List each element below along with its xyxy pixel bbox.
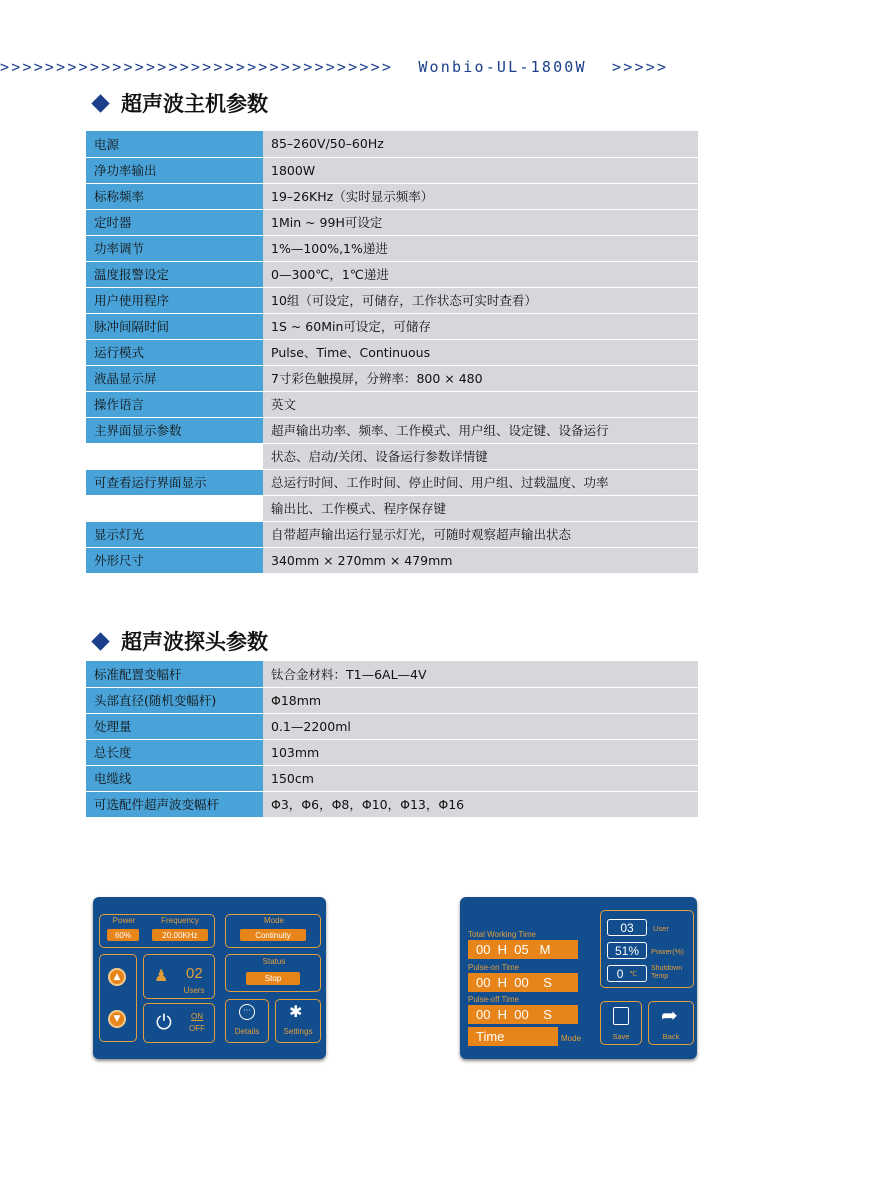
spec-key: 功率调节 bbox=[86, 235, 263, 261]
table-row bbox=[86, 183, 698, 209]
table-row bbox=[86, 469, 698, 495]
save-button[interactable] bbox=[600, 1001, 642, 1045]
pulse-on-label: Pulse-on Time bbox=[468, 963, 520, 972]
down-arrow-icon[interactable]: ▼ bbox=[108, 1010, 126, 1028]
table-row bbox=[86, 235, 698, 261]
header-arrows-left: >>>>>>>>>>>>>>>>>>>>>>>>>>>>>>>>>>> bbox=[0, 58, 394, 76]
table-row bbox=[86, 765, 698, 791]
table-row bbox=[86, 443, 698, 469]
spec-value: 150cm bbox=[263, 765, 698, 791]
spec-value: 总运行时间、工作时间、停止时间、用户组、过载温度、功率 bbox=[263, 469, 698, 495]
mode-value[interactable]: Time bbox=[468, 1027, 558, 1046]
spec-value: 340mm × 270mm × 479mm bbox=[263, 547, 698, 573]
header-arrows-right: >>>>> bbox=[612, 58, 669, 76]
back-label: Back bbox=[662, 1032, 680, 1041]
spec-value: 1800W bbox=[263, 157, 698, 183]
table-row bbox=[86, 313, 698, 339]
section-title-probe-text: 超声波探头参数 bbox=[121, 630, 268, 654]
spec-value: 超声输出功率、频率、工作模式、用户组、设定键、设备运行 bbox=[263, 417, 698, 443]
table-row bbox=[86, 365, 698, 391]
user-label: User bbox=[653, 924, 669, 933]
pulse-on-value[interactable]: 00 H 00 S bbox=[468, 973, 578, 992]
spec-value: Φ18mm bbox=[263, 687, 698, 713]
table-row bbox=[86, 547, 698, 573]
table-row bbox=[86, 713, 698, 739]
spec-value: 19–26KHz（实时显示频率） bbox=[263, 183, 698, 209]
spec-value: 自带超声输出运行显示灯光，可随时观察超声输出状态 bbox=[263, 521, 698, 547]
shutdown-temp-number: 0 bbox=[616, 966, 624, 981]
power-toggle-box[interactable] bbox=[143, 1003, 215, 1043]
section-title-host bbox=[94, 88, 268, 118]
table-row bbox=[86, 521, 698, 547]
lcd-main-screen bbox=[93, 897, 326, 1059]
table-row bbox=[86, 417, 698, 443]
total-working-time-value[interactable]: 00 H 05 M bbox=[468, 940, 578, 959]
spec-key: 电缆线 bbox=[86, 765, 263, 791]
power-icon: ⏻ bbox=[156, 1010, 172, 1034]
table-row bbox=[86, 339, 698, 365]
spec-key: 操作语言 bbox=[86, 391, 263, 417]
spec-value: 103mm bbox=[263, 739, 698, 765]
user-value[interactable]: 03 bbox=[607, 919, 647, 936]
spec-key: 脉冲间隔时间 bbox=[86, 313, 263, 339]
save-label: Save bbox=[612, 1032, 630, 1041]
power-value[interactable]: 60% bbox=[107, 929, 139, 941]
spec-key: 温度报警设定 bbox=[86, 261, 263, 287]
spec-key: 主界面显示参数 bbox=[86, 417, 263, 443]
save-icon bbox=[613, 1007, 629, 1025]
on-label: ON bbox=[191, 1012, 203, 1021]
users-value: 02 bbox=[186, 965, 203, 982]
host-spec-table bbox=[86, 131, 698, 574]
table-row bbox=[86, 157, 698, 183]
frequency-value[interactable]: 20.00KHz bbox=[152, 929, 208, 941]
table-row bbox=[86, 661, 698, 687]
spec-value: 1%—100%,1%递进 bbox=[263, 235, 698, 261]
section-title-probe bbox=[94, 626, 268, 656]
details-icon: ··· bbox=[239, 1004, 255, 1020]
users-box[interactable] bbox=[143, 954, 215, 999]
shutdown-temp-unit: ℃ bbox=[629, 970, 638, 978]
spec-value: 1Min ~ 99H可设定 bbox=[263, 209, 698, 235]
spec-value: 10组（可设定，可储存，工作状态可实时查看） bbox=[263, 287, 698, 313]
power-label: Power bbox=[112, 916, 136, 925]
spec-value: 钛合金材料：T1—6AL—4V bbox=[263, 661, 698, 687]
shutdown-temp-value[interactable] bbox=[607, 965, 647, 982]
settings-button[interactable] bbox=[275, 999, 321, 1043]
users-label: Users bbox=[183, 986, 205, 995]
spec-key: 外形尺寸 bbox=[86, 547, 263, 573]
table-row bbox=[86, 209, 698, 235]
table-row bbox=[86, 391, 698, 417]
status-value: Stop bbox=[246, 972, 300, 985]
spec-value: 0—300℃，1℃递进 bbox=[263, 261, 698, 287]
spec-value: Φ3，Φ6，Φ8，Φ10，Φ13，Φ16 bbox=[263, 791, 698, 817]
spec-key: 可选配件超声波变幅杆 bbox=[86, 791, 263, 817]
spec-key bbox=[86, 443, 263, 469]
mode-box bbox=[225, 914, 321, 948]
power-percent-value[interactable]: 51% bbox=[607, 942, 647, 959]
table-row bbox=[86, 791, 698, 817]
status-label: Status bbox=[262, 957, 286, 966]
power-percent-label: Power(%) bbox=[651, 947, 684, 956]
table-row bbox=[86, 495, 698, 521]
status-box bbox=[225, 954, 321, 992]
spec-value: 7寸彩色触摸屏，分辨率：800 × 480 bbox=[263, 365, 698, 391]
spec-key: 处理量 bbox=[86, 713, 263, 739]
spec-key: 运行模式 bbox=[86, 339, 263, 365]
mode-value[interactable]: Continuity bbox=[240, 929, 306, 941]
total-working-time-label: Total Working Time bbox=[468, 930, 536, 939]
details-label: Details bbox=[234, 1027, 260, 1036]
back-button[interactable] bbox=[648, 1001, 694, 1045]
gear-icon: ✱ bbox=[289, 1002, 303, 1021]
spec-key: 用户使用程序 bbox=[86, 287, 263, 313]
spec-key: 标准配置变幅杆 bbox=[86, 661, 263, 687]
shutdown-temp-label: Shutdown Temp bbox=[651, 965, 683, 980]
spec-key: 头部直径(随机变幅杆) bbox=[86, 687, 263, 713]
header-banner bbox=[0, 58, 872, 78]
adjust-box bbox=[99, 954, 137, 1042]
table-row bbox=[86, 287, 698, 313]
spec-key: 液晶显示屏 bbox=[86, 365, 263, 391]
user-icon: ♟ bbox=[154, 966, 169, 985]
user-power-temp-box bbox=[600, 910, 694, 988]
pulse-off-label: Pulse-off Time bbox=[468, 995, 519, 1004]
spec-key: 总长度 bbox=[86, 739, 263, 765]
spec-key: 显示灯光 bbox=[86, 521, 263, 547]
probe-spec-table bbox=[86, 661, 698, 818]
details-button[interactable] bbox=[225, 999, 269, 1043]
mode-label: Mode bbox=[561, 1034, 582, 1043]
mode-label: Mode bbox=[263, 916, 284, 925]
section-title-host-text: 超声波主机参数 bbox=[121, 92, 268, 116]
spec-key: 标称频率 bbox=[86, 183, 263, 209]
frequency-label: Frequency bbox=[161, 916, 199, 925]
settings-label: Settings bbox=[283, 1027, 313, 1036]
diamond-icon bbox=[91, 632, 109, 650]
table-row bbox=[86, 261, 698, 287]
spec-value: 0.1—2200ml bbox=[263, 713, 698, 739]
up-arrow-icon[interactable]: ▲ bbox=[108, 968, 126, 986]
off-label: OFF bbox=[189, 1024, 205, 1033]
table-row bbox=[86, 687, 698, 713]
spec-key: 定时器 bbox=[86, 209, 263, 235]
spec-key: 可查看运行界面显示 bbox=[86, 469, 263, 495]
table-row bbox=[86, 131, 698, 157]
diamond-icon bbox=[91, 94, 109, 112]
table-row bbox=[86, 739, 698, 765]
power-frequency-box bbox=[99, 914, 215, 948]
spec-value: 85–260V/50–60Hz bbox=[263, 131, 698, 157]
spec-value: 输出比、工作模式、程序保存键 bbox=[263, 495, 698, 521]
spec-key bbox=[86, 495, 263, 521]
spec-value: 英文 bbox=[263, 391, 698, 417]
lcd-details-screen bbox=[460, 897, 697, 1059]
pulse-off-value[interactable]: 00 H 00 S bbox=[468, 1005, 578, 1024]
model-name: Wonbio-UL-1800W bbox=[418, 58, 587, 76]
back-arrow-icon: ➦ bbox=[661, 1003, 678, 1027]
spec-key: 电源 bbox=[86, 131, 263, 157]
spec-value: Pulse、Time、Continuous bbox=[263, 339, 698, 365]
spec-value: 1S ~ 60Min可设定，可储存 bbox=[263, 313, 698, 339]
spec-value: 状态、启动/关闭、设备运行参数详情键 bbox=[263, 443, 698, 469]
spec-key: 净功率输出 bbox=[86, 157, 263, 183]
